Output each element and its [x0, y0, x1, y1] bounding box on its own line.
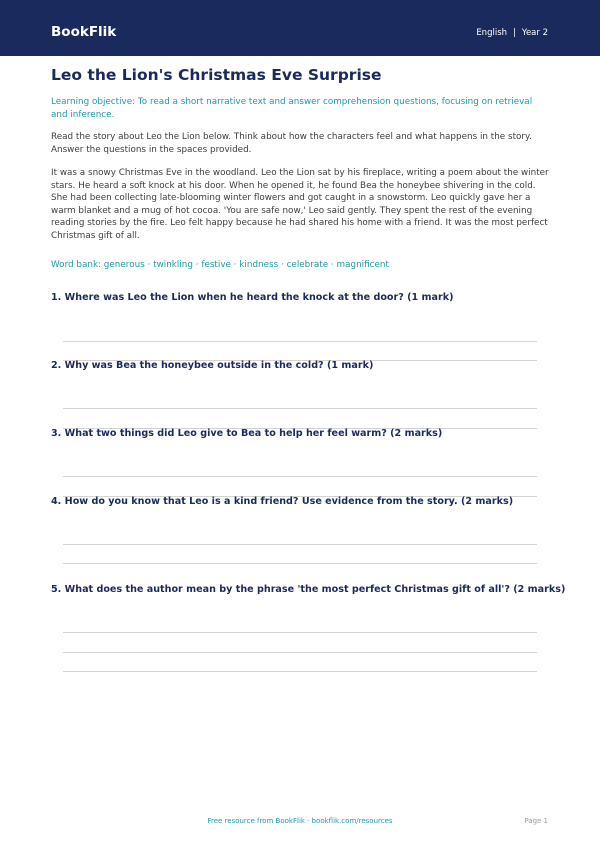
page-title: Leo the Lion's Christmas Eve Surprise: [51, 66, 382, 84]
learning-objective: Learning objective: To read a short narrative text and answer comprehension questions, focusing on retrieval and inference.: [51, 97, 533, 120]
answer-line[interactable]: [63, 563, 537, 564]
word-bank: Word bank: generous · twinkling · festive · kindness · celebrate · magnificent: [51, 260, 389, 270]
page-number: Page 1: [524, 817, 548, 825]
answer-line[interactable]: [63, 476, 537, 477]
year-label: Year 2: [521, 28, 548, 38]
question-1: 1. Where was Leo the Lion when he heard the knock at the door? (1 mark): [51, 292, 454, 303]
story-text: It was a snowy Christmas Eve in the woodland. Leo the Lion sat by his fireplace, writing a poem about the winter stars. He heard a soft knock at his door. When he opened it, he found Bea the honeybee shivering in the cold. She had been collecting late-blooming winter flowers and got caught in a snowstorm. Leo quickly gave her a warm blanket and a mug of hot cocoa. 'You are safe now,' Leo said gently. They spent the rest of the evening reading stories by the fire. Leo felt happy because he had shared his home with a friend. It was the most perfect Christmas gift of all.: [51, 168, 549, 241]
question-5: 5. What does the author mean by the phrase 'the most perfect Christmas gift of all'? (2 marks): [51, 584, 566, 595]
instructions: Read the story about Leo the Lion below. Think about how the characters feel and what happens in the story. Answer the questions in the spaces provided.: [51, 132, 532, 155]
question-3: 3. What two things did Leo give to Bea to help her feel warm? (2 marks): [51, 428, 443, 439]
answer-line[interactable]: [63, 341, 537, 342]
answer-line[interactable]: [63, 408, 537, 409]
header-bar: [0, 0, 600, 56]
question-2: 2. Why was Bea the honeybee outside in the cold? (1 mark): [51, 360, 374, 371]
question-4: 4. How do you know that Leo is a kind friend? Use evidence from the story. (2 marks): [51, 496, 514, 507]
subject-year-label: [476, 28, 548, 38]
answer-line[interactable]: [63, 632, 537, 633]
answer-line[interactable]: [63, 671, 537, 672]
footer-text[interactable]: Free resource from BookFlik · bookflik.com/resources: [207, 817, 393, 825]
answer-line[interactable]: [63, 652, 537, 653]
answer-line[interactable]: [63, 544, 537, 545]
header-separator: |: [513, 28, 516, 38]
brand-logo[interactable]: BookFlik: [51, 24, 117, 40]
subject-label: English: [476, 28, 508, 38]
